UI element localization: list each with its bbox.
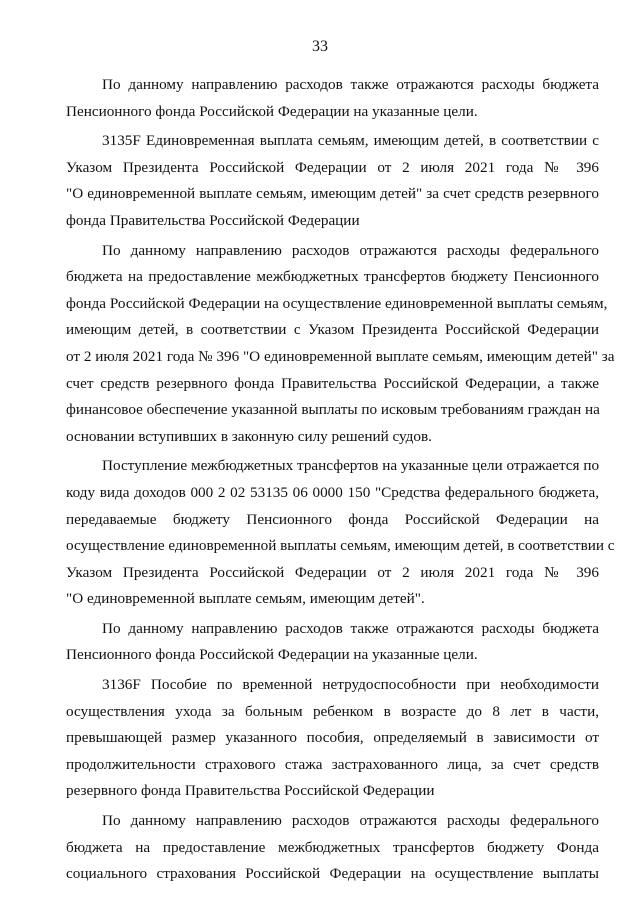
text-line: осуществления ухода за больным ребенком в возрасте до 8 лет в части, — [66, 702, 599, 720]
text-line: По данному направлению расходов также отражаются расходы бюджета — [102, 76, 599, 93]
paragraph-code-3136f — [66, 672, 599, 805]
text-line: По данному направлению расходов также отражаются расходы бюджета — [102, 619, 599, 637]
page-number: 33 — [312, 38, 328, 55]
text-line: коду вида доходов 000 2 02 53135 06 0000 150 "Средства федерального бюджета, — [66, 483, 599, 501]
text-line: 3136F Пособие по временной нетрудоспособности при необходимости — [102, 676, 599, 694]
text-line: осуществление единовременной выплаты семьям, имеющим детей, в соответствии с — [66, 537, 615, 555]
paragraph-income-code — [66, 453, 615, 613]
paragraph-pension-fund-expenses-1 — [66, 72, 599, 125]
text-line: бюджета на предоставление межбюджетных трансфертов бюджету Фонда — [66, 838, 599, 856]
text-line: фонда Российской Федерации на осуществление единовременной выплаты семьям, — [66, 294, 608, 312]
document-body — [66, 72, 615, 891]
text-line: 3135F Единовременная выплата семьям, имеющим детей, в соответствии с — [102, 132, 599, 150]
text-line: По данному направлению расходов отражаются расходы федерального — [102, 241, 599, 259]
text-line: социального страхования Российской Федерации на осуществление выплаты — [66, 865, 599, 883]
text-line: "О единовременной выплате семьям, имеющим детей". — [66, 590, 425, 608]
text-line: основании вступивших в законную силу решений судов. — [66, 427, 432, 445]
text-line: резервного фонда Правительства Российской Федерации — [66, 782, 435, 800]
text-line: счет средств резервного фонда Правительства Российской Федерации, а также — [66, 374, 599, 392]
paragraph-social-insurance-transfers — [66, 808, 599, 888]
text-line: Указом Президента Российской Федерации от 2 июля 2021 года № 396 — [66, 563, 599, 581]
paragraph-pension-fund-expenses-2 — [66, 616, 599, 669]
text-line: имеющим детей, в соответствии с Указом Президента Российской Федерации — [66, 321, 599, 339]
text-line: "О единовременной выплате семьям, имеющим детей" за счет средств резервного — [66, 185, 599, 203]
text-line: продолжительности страхового стажа застрахованного лица, за счет средств — [66, 755, 599, 773]
text-line: Пенсионного фонда Российской Федерации на указанные цели. — [66, 646, 478, 664]
text-line: превышающей размер указанного пособия, определяемый в зависимости от — [66, 729, 599, 747]
text-line: финансовое обеспечение указанной выплаты по исковым требованиям граждан на — [66, 401, 600, 419]
text-line: Поступление межбюджетных трансфертов на указанные цели отражается по — [102, 457, 600, 475]
text-line: фонда Правительства Российской Федерации — [66, 211, 360, 229]
paragraph-federal-budget-transfers — [66, 238, 615, 451]
text-line: По данному направлению расходов отражаются расходы федерального — [102, 812, 599, 830]
text-line: от 2 июля 2021 года № 396 "О единовременной выплате семьям, имеющим детей" за — [66, 347, 615, 365]
text-line: передаваемые бюджету Пенсионного фонда Российской Федерации на — [66, 510, 599, 528]
text-line: бюджета на предоставление межбюджетных трансфертов бюджету Пенсионного — [66, 268, 599, 286]
text-line: Пенсионного фонда Российской Федерации на указанные цели. — [66, 102, 478, 120]
paragraph-code-3135f — [66, 128, 599, 234]
text-line: Указом Президента Российской Федерации от 2 июля 2021 года № 396 — [66, 158, 599, 176]
